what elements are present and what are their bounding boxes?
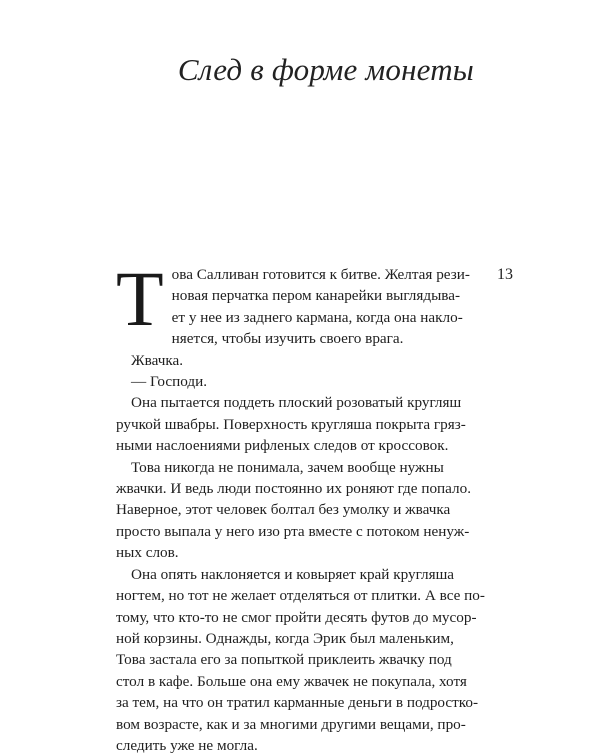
- text-line: ова Салливан готовится к битве. Желтая рези-: [171, 266, 470, 283]
- text-line: тому, что кто-то не смог пройти десять футов до мусор-: [116, 608, 477, 626]
- text-line: жвачки. И ведь люди постоянно их роняют где попало.: [116, 480, 472, 498]
- text-line: Она опять наклоняется и ковыряет край кругляша: [131, 565, 455, 583]
- text-line: Наверное, этот человек болтал без умолку и жвачка: [116, 501, 451, 519]
- text-line: Она пытается поддеть плоский розоватый кругляш: [131, 394, 462, 412]
- text-line: няется, чтобы изучить своего врага.: [171, 330, 404, 348]
- text-line: ет у нее из заднего кармана, когда она накло-: [171, 308, 463, 326]
- text-line: ной корзины. Однажды, когда Эрик был маленьким,: [116, 629, 454, 647]
- text-line: Това никогда не понимала, зачем вообще нужны: [131, 458, 444, 476]
- text-line: новая перчатка пером канарейки выглядыва-: [171, 287, 461, 305]
- text-line: следить уже не могла.: [116, 736, 258, 754]
- text-line: ными наслоениями рифленых следов от кроссовок.: [116, 437, 449, 455]
- text-line: за тем, на что он тратил карманные деньги в подростко-: [116, 694, 479, 712]
- chapter-title: След в форме монеты: [177, 52, 474, 87]
- text-line: ручкой швабры. Поверхность кругляша покрыта гряз-: [116, 415, 466, 433]
- text-line: ных слов.: [116, 544, 179, 562]
- text-line: Това застала его за попыткой приклеить жвачку под: [116, 651, 452, 669]
- drop-cap: Т: [116, 255, 164, 342]
- page-number: 13: [497, 266, 513, 283]
- text-line: вом возрасте, как и за многими другими вещами, про-: [116, 715, 466, 733]
- text-line: стол в кафе. Больше она ему жвачек не покупала, хотя: [116, 672, 467, 690]
- text-line: Жвачка.: [131, 351, 184, 369]
- text-line: — Господи.: [131, 373, 208, 391]
- text-line: ногтем, но тот не желает отделяться от плитки. А все по-: [116, 587, 485, 605]
- text-line: просто выпала у него изо рта вместе с потоком ненуж-: [116, 522, 470, 540]
- body-text: [116, 255, 485, 756]
